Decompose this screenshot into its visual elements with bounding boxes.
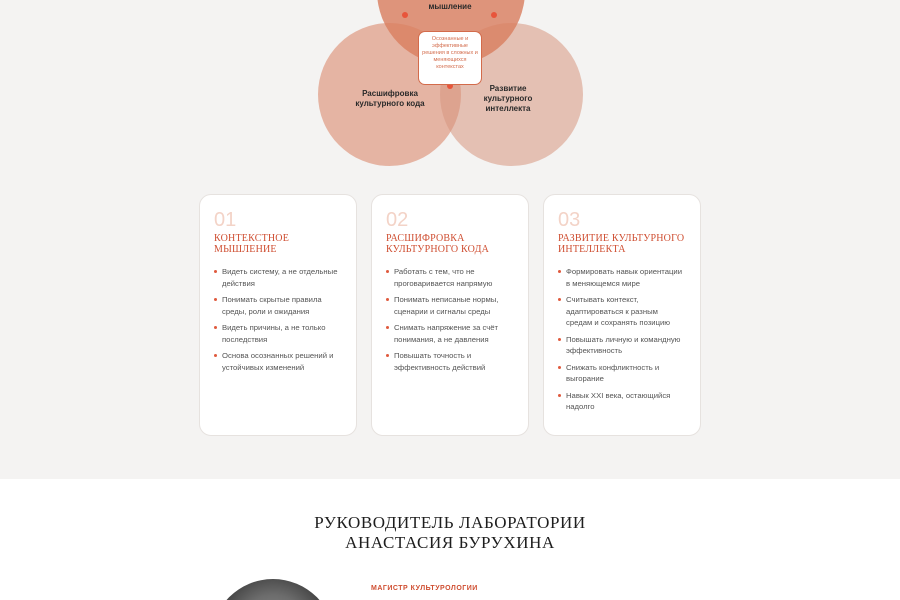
- card-number: 01: [214, 209, 237, 231]
- venn-dot: [491, 12, 497, 18]
- leader-degree-label: МАГИСТР КУЛЬТУРОЛОГИИ: [371, 585, 478, 592]
- list-item: Понимать скрытые правила среды, роли и ожидания: [214, 294, 342, 317]
- venn-label-left: Расшифровка культурного кода: [355, 89, 425, 108]
- cards-row: [0, 194, 900, 436]
- list-item: Повышать личную и командную эффективность: [558, 334, 686, 357]
- leader-heading-line1: РУКОВОДИТЕЛЬ ЛАБОРАТОРИИ: [314, 513, 586, 532]
- venn-dot: [402, 12, 408, 18]
- card-list: [214, 266, 342, 373]
- avatar: [211, 579, 335, 600]
- card-context-thinking: [199, 194, 357, 436]
- list-item: Формировать навык ориентации в меняющемся мире: [558, 266, 686, 289]
- venn-label-right: Развитие культурного интеллекта: [483, 84, 533, 113]
- card-cultural-intelligence: [543, 194, 701, 436]
- leader-section: [0, 479, 900, 600]
- list-item: Снижать конфликтность и выгорание: [558, 362, 686, 385]
- list-item: Повышать точность и эффективность действий: [386, 350, 514, 373]
- card-number: 03: [558, 209, 581, 231]
- card-list: [386, 266, 514, 373]
- venn-center-box: Осознанные и эффективные решения в сложных и меняющихся контекстах: [418, 31, 482, 85]
- leader-heading-line2: АНАСТАСИЯ БУРУХИНА: [345, 533, 555, 552]
- venn-diagram: [0, 0, 900, 200]
- list-item: Навык XXI века, остающийся надолго: [558, 390, 686, 413]
- list-item: Видеть систему, а не отдельные действия: [214, 266, 342, 289]
- list-item: Считывать контекст, адаптироваться к разным средам и сохранять позицию: [558, 294, 686, 329]
- list-item: Понимать неписаные нормы, сценарии и сигналы среды: [386, 294, 514, 317]
- list-item: Видеть причины, а не только последствия: [214, 322, 342, 345]
- venn-label-top: мышление: [428, 2, 472, 11]
- card-list: [558, 266, 686, 413]
- card-culture-code: [371, 194, 529, 436]
- list-item: Работать с тем, что не проговаривается напрямую: [386, 266, 514, 289]
- card-number: 02: [386, 209, 409, 231]
- card-title: РАСШИФРОВКА КУЛЬТУРНОГО КОДА: [386, 233, 490, 255]
- leader-heading: [0, 513, 900, 553]
- card-title: КОНТЕКСТНОЕ МЫШЛЕНИЕ: [214, 233, 290, 255]
- card-title: РАЗВИТИЕ КУЛЬТУРНОГО ИНТЕЛЛЕКТА: [558, 233, 685, 255]
- list-item: Основа осознанных решений и устойчивых изменений: [214, 350, 342, 373]
- list-item: Снимать напряжение за счёт понимания, а не давления: [386, 322, 514, 345]
